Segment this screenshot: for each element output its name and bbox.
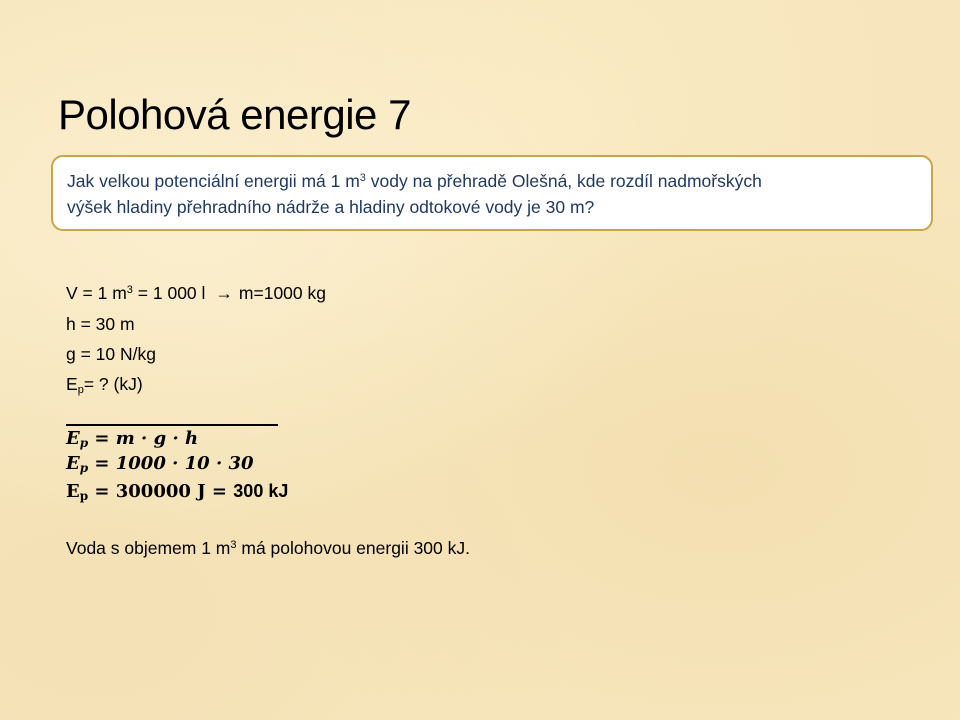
question-line-1 xyxy=(67,165,917,194)
formula-2-subscript: p xyxy=(79,461,89,475)
volume-liters: = 1 000 l xyxy=(132,283,206,303)
given-volume xyxy=(66,283,326,304)
unknown-energy xyxy=(66,374,143,396)
formula-substituted xyxy=(66,453,254,475)
given-height: h = 30 m xyxy=(66,314,135,334)
conclusion-exponent: 3 xyxy=(230,539,237,551)
formula-1-rhs: = m · g · h xyxy=(88,428,199,449)
formula-3-rhs: = 300000 J = xyxy=(88,481,234,502)
question-box xyxy=(51,155,933,231)
given-gravity: g = 10 N/kg xyxy=(66,344,156,364)
question-line-1-text: Jak velkou potenciální energii má 1 m xyxy=(67,171,360,191)
unknown-subscript: p xyxy=(77,384,84,396)
formula-1-subscript: p xyxy=(79,436,89,450)
conclusion-rest: má polohovou energii 300 kJ. xyxy=(236,538,470,558)
unknown-rest: = ? (kJ) xyxy=(83,374,143,394)
formula-general xyxy=(66,428,198,450)
formula-2-rhs: = 1000 · 10 · 30 xyxy=(88,453,254,474)
conclusion-text: Voda s objemem 1 m xyxy=(66,538,231,558)
conclusion-sentence xyxy=(66,538,470,559)
separator-line xyxy=(66,424,278,426)
formula-3-subscript: p xyxy=(79,489,89,503)
formula-2-symbol: E xyxy=(66,453,80,474)
question-line-1-rest: vody na přehradě Olešná, kde rozdíl nadmořských xyxy=(365,171,762,191)
volume-text: V = 1 m xyxy=(66,283,127,303)
arrow-right-icon: → xyxy=(215,283,233,303)
formula-3-result: 300 kJ xyxy=(233,481,289,501)
unknown-symbol: E xyxy=(66,374,78,394)
question-line-2: výšek hladiny přehradního nádrže a hladiny odtokové vody je 30 m? xyxy=(67,197,595,217)
formula-result xyxy=(66,481,288,503)
slide-title: Polohová energie 7 xyxy=(58,91,411,139)
formula-3-symbol: E xyxy=(66,481,80,502)
formula-1-symbol: E xyxy=(66,428,80,449)
volume-exponent: 3 xyxy=(126,284,133,296)
mass-value: m=1000 kg xyxy=(238,283,326,303)
cubic-exponent: 3 xyxy=(359,172,366,184)
